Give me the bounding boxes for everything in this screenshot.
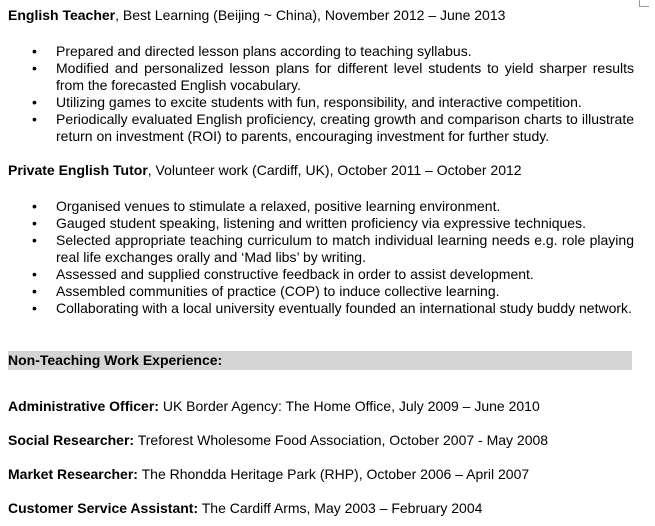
job-heading-administrative-officer: [8, 398, 540, 415]
list-item: [0, 43, 634, 60]
bullet-text: Assessed and supplied constructive feedback in order to assist development.: [56, 266, 534, 282]
bullet-icon: •: [32, 43, 37, 59]
page-corner-mark: [639, 0, 649, 7]
list-item: [0, 300, 634, 317]
list-item: [0, 60, 634, 94]
bullet-icon: •: [32, 283, 37, 299]
list-item: [0, 232, 634, 266]
bullet-icon: •: [32, 198, 37, 214]
job-role: English Teacher: [8, 7, 116, 23]
job-bullets-english-teacher: [0, 43, 634, 145]
list-item: [0, 266, 634, 283]
job-heading-customer-service: [8, 500, 482, 517]
bullet-text: Utilizing games to excite students with fun, responsibility, and interactive competition.: [56, 94, 582, 110]
job-heading-social-researcher: [8, 432, 548, 449]
bullet-text: Collaborating with a local university eventually founded an international study buddy network.: [56, 300, 632, 316]
job-role: Social Researcher:: [8, 432, 135, 448]
job-role: Market Researcher:: [8, 466, 138, 482]
list-item: [0, 198, 634, 215]
list-item: [0, 111, 634, 145]
bullet-icon: •: [32, 215, 37, 231]
job-heading-market-researcher: [8, 466, 529, 483]
bullet-text: Periodically evaluated English proficiency, creating growth and comparison charts to illustrate return on investment (ROI) to parents, encouraging investment for further study.: [56, 111, 634, 144]
bullet-icon: •: [32, 60, 37, 76]
job-heading-private-tutor: [8, 162, 522, 179]
bullet-text: Assembled communities of practice (COP) to induce collective learning.: [56, 283, 500, 299]
job-details: UK Border Agency: The Home Office, July 2009 – June 2010: [158, 398, 540, 414]
job-details: The Rhondda Heritage Park (RHP), October 2006 – April 2007: [137, 466, 530, 482]
job-details: Treforest Wholesome Food Association, October 2007 - May 2008: [134, 432, 549, 448]
bullet-text: Selected appropriate teaching curriculum to match individual learning needs e.g. role playing real life exchanges orally and ‘Mad libs’ by writing.: [56, 232, 634, 265]
bullet-icon: •: [32, 94, 37, 110]
bullet-icon: •: [32, 266, 37, 282]
job-details: The Cardiff Arms, May 2003 – February 2004: [198, 500, 483, 516]
list-item: [0, 283, 634, 300]
list-item: [0, 215, 634, 232]
list-item: [0, 94, 634, 111]
job-heading-english-teacher: [8, 7, 505, 24]
job-role: Customer Service Assistant:: [8, 500, 199, 516]
bullet-text: Prepared and directed lesson plans according to teaching syllabus.: [56, 43, 472, 59]
job-bullets-private-tutor: [0, 198, 634, 317]
bullet-icon: •: [32, 300, 37, 316]
bullet-text: Organised venues to stimulate a relaxed, positive learning environment.: [56, 198, 501, 214]
bullet-text: Gauged student speaking, listening and written proficiency via expressive techniques.: [56, 215, 586, 231]
section-title: Non-Teaching Work Experience:: [8, 352, 223, 368]
bullet-icon: •: [32, 232, 37, 248]
job-details: , Volunteer work (Cardiff, UK), October 2011 – October 2012: [147, 162, 522, 178]
job-role: Administrative Officer:: [8, 398, 159, 414]
bullet-text: Modified and personalized lesson plans for different level students to yield sharper results from the forecasted English vocabulary.: [56, 60, 634, 93]
job-role: Private English Tutor: [8, 162, 148, 178]
bullet-icon: •: [32, 111, 37, 127]
job-details: , Best Learning (Beijing ~ China), November 2012 – June 2013: [115, 7, 506, 23]
